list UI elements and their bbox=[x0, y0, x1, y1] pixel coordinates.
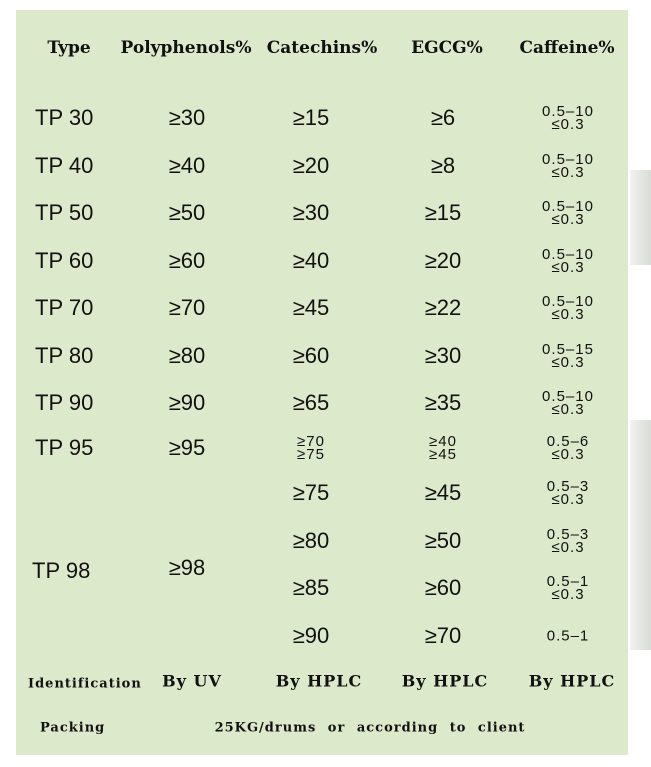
type-cell: TP 50 bbox=[35, 200, 94, 225]
caffeine-limit: ≤0.3 bbox=[551, 491, 585, 508]
egcg-cell: ≥15 bbox=[424, 200, 462, 225]
catechins-cell-line: ≥75 bbox=[297, 446, 325, 463]
polyphenols-cell: ≥30 bbox=[168, 105, 206, 130]
egcg-cell: ≥45 bbox=[424, 480, 462, 505]
caffeine-limit: ≤0.3 bbox=[551, 446, 585, 463]
catechins-cell: ≥15 bbox=[292, 105, 330, 130]
caffeine-range: 0.5–10 bbox=[542, 151, 594, 168]
catechins-cell: ≥65 bbox=[292, 390, 330, 415]
type-cell: TP 90 bbox=[35, 390, 94, 415]
caffeine-range: 0.5–1 bbox=[546, 627, 590, 645]
caffeine-range: 0.5–3 bbox=[546, 526, 590, 543]
caffeine-limit: ≤0.3 bbox=[551, 586, 585, 603]
catechins-cell: ≥80 bbox=[292, 528, 330, 553]
type-cell: TP 98 bbox=[32, 558, 91, 583]
type-cell: TP 30 bbox=[35, 105, 94, 130]
type-cell: TP 60 bbox=[35, 248, 94, 273]
polyphenols-cell: ≥40 bbox=[168, 153, 206, 178]
polyphenols-cell: ≥60 bbox=[168, 248, 206, 273]
identification-label: Identification bbox=[28, 676, 142, 692]
caffeine-cell bbox=[546, 627, 590, 645]
caffeine-cell bbox=[542, 153, 594, 179]
header-caffeine: Caffeine% bbox=[519, 38, 615, 58]
egcg-cell: ≥50 bbox=[424, 528, 462, 553]
caffeine-limit: ≤0.3 bbox=[551, 306, 585, 323]
caffeine-range: 0.5–10 bbox=[542, 388, 594, 405]
caffeine-cell bbox=[542, 248, 594, 274]
caffeine-range: 0.5–3 bbox=[546, 478, 590, 495]
identification-caffeine: By HPLC bbox=[528, 671, 616, 691]
caffeine-cell bbox=[542, 390, 594, 416]
polyphenols-cell: ≥90 bbox=[168, 390, 206, 415]
polyphenols-cell: ≥95 bbox=[168, 435, 206, 460]
caffeine-limit: ≤0.3 bbox=[551, 401, 585, 418]
egcg-cell-line: ≥40 bbox=[429, 433, 457, 450]
type-cell: TP 80 bbox=[35, 343, 94, 368]
catechins-cell: ≥75 bbox=[292, 480, 330, 505]
decorative-edge-image bbox=[630, 420, 651, 650]
identification-polyphenols: By UV bbox=[162, 671, 222, 691]
catechins-cell bbox=[297, 435, 325, 461]
caffeine-range: 0.5–10 bbox=[542, 246, 594, 263]
egcg-cell: ≥30 bbox=[424, 343, 462, 368]
caffeine-limit: ≤0.3 bbox=[551, 116, 585, 133]
caffeine-cell bbox=[547, 575, 590, 601]
catechins-cell-line: ≥70 bbox=[297, 433, 325, 450]
polyphenols-cell: ≥80 bbox=[168, 343, 206, 368]
caffeine-cell bbox=[542, 200, 594, 226]
caffeine-range: 0.5–10 bbox=[542, 103, 594, 120]
type-cell: TP 95 bbox=[35, 435, 94, 460]
packing-value: 25KG/drums or according to client bbox=[214, 720, 526, 736]
egcg-cell: ≥20 bbox=[424, 248, 462, 273]
header-egcg: EGCG% bbox=[411, 38, 483, 58]
caffeine-cell bbox=[542, 295, 594, 321]
caffeine-cell bbox=[547, 435, 590, 461]
egcg-cell: ≥70 bbox=[424, 623, 462, 648]
polyphenols-cell: ≥50 bbox=[168, 200, 206, 225]
header-catechins: Catechins% bbox=[266, 38, 378, 58]
caffeine-range: 0.5–1 bbox=[546, 573, 590, 590]
caffeine-cell bbox=[547, 528, 590, 554]
egcg-cell: ≥22 bbox=[424, 295, 462, 320]
caffeine-cell bbox=[547, 480, 590, 506]
decorative-edge-image bbox=[630, 170, 651, 265]
egcg-cell-line: ≥45 bbox=[429, 446, 457, 463]
caffeine-limit: ≤0.3 bbox=[551, 211, 585, 228]
type-cell: TP 40 bbox=[35, 153, 94, 178]
caffeine-cell bbox=[542, 343, 594, 369]
identification-catechins: By HPLC bbox=[275, 671, 363, 691]
caffeine-range: 0.5–10 bbox=[542, 293, 594, 310]
catechins-cell: ≥40 bbox=[292, 248, 330, 273]
egcg-cell bbox=[429, 435, 457, 461]
polyphenols-cell: ≥98 bbox=[168, 555, 206, 580]
catechins-cell: ≥20 bbox=[292, 153, 330, 178]
header-polyphenols: Polyphenols% bbox=[120, 38, 252, 58]
caffeine-limit: ≤0.3 bbox=[551, 164, 585, 181]
caffeine-limit: ≤0.3 bbox=[551, 354, 585, 371]
egcg-cell: ≥35 bbox=[424, 390, 462, 415]
catechins-cell: ≥85 bbox=[292, 575, 330, 600]
egcg-cell: ≥6 bbox=[430, 105, 456, 130]
header-type: Type bbox=[47, 38, 91, 58]
caffeine-limit: ≤0.3 bbox=[551, 539, 585, 556]
caffeine-cell bbox=[542, 105, 594, 131]
egcg-cell: ≥8 bbox=[430, 153, 456, 178]
type-cell: TP 70 bbox=[35, 295, 94, 320]
caffeine-range: 0.5–15 bbox=[542, 341, 594, 358]
catechins-cell: ≥90 bbox=[292, 623, 330, 648]
catechins-cell: ≥30 bbox=[292, 200, 330, 225]
catechins-cell: ≥45 bbox=[292, 295, 330, 320]
caffeine-range: 0.5–6 bbox=[546, 433, 590, 450]
caffeine-range: 0.5–10 bbox=[542, 198, 594, 215]
caffeine-limit: ≤0.3 bbox=[551, 259, 585, 276]
identification-egcg: By HPLC bbox=[401, 671, 489, 691]
catechins-cell: ≥60 bbox=[292, 343, 330, 368]
egcg-cell: ≥60 bbox=[424, 575, 462, 600]
packing-label: Packing bbox=[40, 720, 106, 736]
polyphenols-cell: ≥70 bbox=[168, 295, 206, 320]
